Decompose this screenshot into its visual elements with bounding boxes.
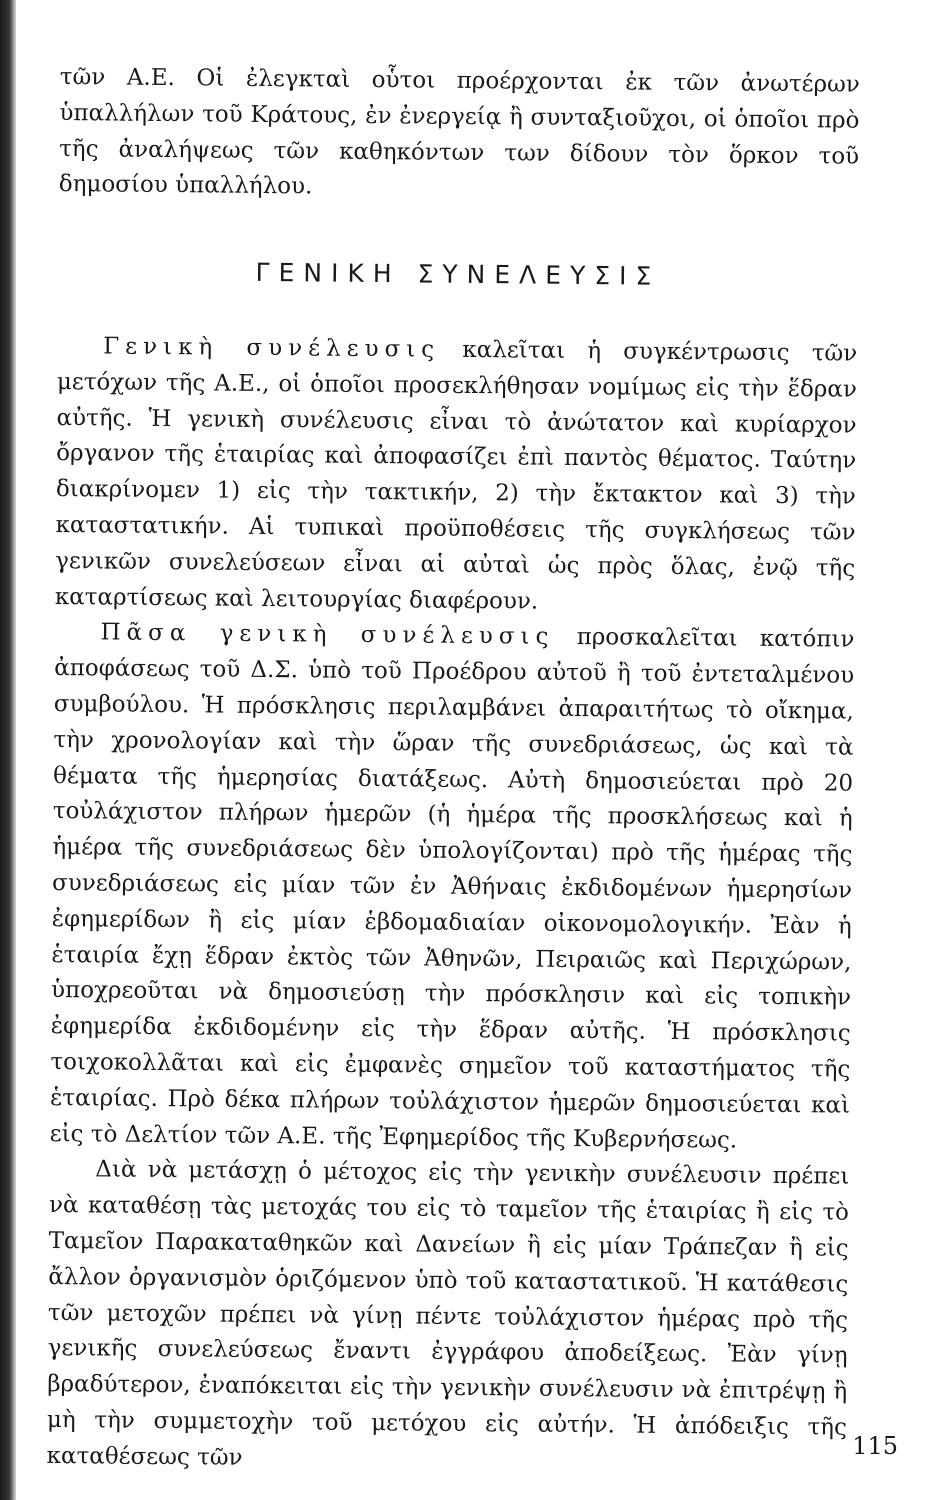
paragraph-3 xyxy=(50,615,855,1160)
section-heading: ΓΕΝΙΚΗ ΣΥΝΕΛΕΥΣΙΣ xyxy=(255,258,661,291)
paragraph-2-lead: Γενικὴ συνέλευσις xyxy=(103,333,441,363)
paragraph-2-text: καλεῖται ἡ συγκέντρωσις τῶν μετόχων τῆς Α.Ε., οἱ ὁποῖοι προσεκλήθησαν νομίμως εἰς τὴν ἕδραν αὐτῆς. Ἡ γενικὴ συνέλευσις εἶναι τὸ ἀνώτατον καὶ κυρίαρχον ὄργανον τῆς ἑταιρίας καὶ ἀποφασίζει ἐπὶ παντὸς θέματος. Ταύτην διακρίνομεν 1) εἰς τὴν τακτικήν, 2) τὴν ἔκτακτον καὶ 3) τὴν καταστατικήν. Αἱ τυπικαὶ προϋποθέσεις τῆς συγκλήσεως τῶν γενικῶν συνελεύσεων εἶναι αἱ αὐταὶ ὡς πρὸς ὅλας, ἐνῷ τῆς καταρτίσεως καὶ λειτουργίας διαφέρουν. xyxy=(54,336,858,615)
paragraph-2 xyxy=(55,329,858,623)
book-binding-edge xyxy=(0,0,16,1500)
paragraph-1: τῶν Α.Ε. Οἱ ἐλεγκταὶ οὗτοι προέρχονται ἐκ τῶν ἀνωτέρων ὑπαλλήλων τοῦ Κράτους, ἐν ἐνεργείᾳ ἢ συνταξιοῦχοι, οἱ ὁποῖοι πρὸ τῆς ἀναλήψεως τῶν καθηκόντων των δίδουν τὸν ὅρκον τοῦ δημοσίου ὑπαλλήλου. xyxy=(58,63,860,200)
book-page xyxy=(46,60,860,1488)
paragraph-4: Διὰ νὰ μετάσχῃ ὁ μέτοχος εἰς τὴν γενικὴν συνέλευσιν πρέπει νὰ καταθέσῃ τὰς μετοχάς του εἰς τὸ ταμεῖον τῆς ἑταιρίας ἢ εἰς τὸ Ταμεῖον Παρακαταθηκῶν καὶ Δανείων ἢ εἰς μίαν Τράπεζαν ἢ εἰς ἄλλον ὀργανισμὸν ὁριζόμενον ὑπὸ τοῦ καταστατικοῦ. Ἡ κατάθεσις τῶν μετοχῶν πρέπει νὰ γίνῃ πέντε τοὐλάχιστον ἡμέρας πρὸ τῆς γενικῆς συνελεύσεως ἔναντι ἐγγράφου ἀποδείξεως. Ἐὰν γίνῃ βραδύτερον, ἐναπόκειται εἰς τὴν γενικὴν συνέλευσιν νὰ ἐπιτρέψῃ ἢ μὴ τὴν συμμετοχὴν τοῦ μετόχου εἰς αὐτήν. Ἡ ἀπόδειξις τῆς καταθέσεως τῶν xyxy=(46,1156,850,1471)
paragraph-3-text: προσκαλεῖται κατόπιν ἀποφάσεως τοῦ Δ.Σ. ὑπὸ τοῦ Προέδρου αὐτοῦ ἢ τοῦ ἐντεταλμένου συμβούλου. Ἡ πρόσκλησις περιλαμβάνει ἀπαραιτήτως τὸ οἴκημα, τὴν χρονολογίαν καὶ τὴν ὥραν τῆς συνεδριάσεως, ὡς καὶ τὰ θέματα τῆς ἡμερησίας διατάξεως. Αὐτὴ δημοσιεύεται πρὸ 20 τοὐλάχιστον πλήρων ἡμερῶν (ἡ ἡμέρα τῆς προσκλήσεως καὶ ἡ ἡμέρα τῆς συνεδριάσεως δὲν ὑπολογίζονται) πρὸ τῆς ἡμέρας τῆς συνεδριάσεως εἰς μίαν τῶν ἐν Ἀθήναις ἐκδιδομένων ἡμερησίων ἐφημερίδων ἢ εἰς μίαν ἑβδομαδιαίαν οἰκονομολογικήν. Ἐὰν ἡ ἑταιρία ἔχῃ ἕδραν ἐκτὸς τῶν Ἀθηνῶν, Πειραιῶς καὶ Περιχώρων, ὑποχρεοῦται νὰ δημοσιεύσῃ τὴν πρόσκλησιν καὶ εἰς τοπικὴν ἐφημερίδα ἐκδιδομένην εἰς τὴν ἕδραν αὐτῆς. Ἡ πρόσκλησις τοιχοκολλᾶται καὶ εἰς ἐμφανὲς σημεῖον τοῦ καταστήματος τῆς ἑταιρίας. Πρὸ δέκα πλήρων τοὐλάχιστον ἡμερῶν δημοσιεύεται καὶ εἰς τὸ Δελτίον τῶν Α.Ε. τῆς Ἐφημερίδος τῆς Κυβερνήσεως. xyxy=(49,624,855,1154)
paragraph-3-lead: Πᾶσα γενικὴ συνέλευσις xyxy=(100,619,555,651)
page-number: 115 xyxy=(852,1432,898,1460)
